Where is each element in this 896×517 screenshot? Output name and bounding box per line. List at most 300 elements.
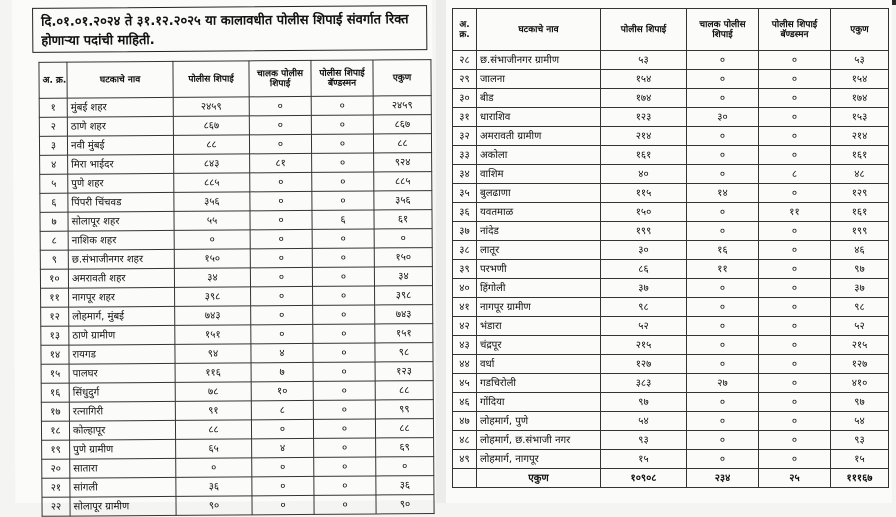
cell-bandsman: ०: [759, 317, 831, 336]
cell-total: १५४: [831, 70, 889, 89]
table-row: [453, 241, 889, 260]
cell-driver: ०: [687, 70, 759, 89]
cell-driver: ०: [687, 393, 759, 412]
cell-unit-name: लोहमार्ग, मुंबई: [69, 306, 175, 326]
cell-sr: ४: [40, 155, 68, 174]
cell-bandsman: ०: [759, 298, 831, 317]
cell-sr: ३०: [453, 89, 477, 108]
cell-police: ९७: [601, 393, 687, 412]
cell-bandsman: ०: [759, 450, 831, 469]
cell-bandsman: ०: [314, 476, 376, 495]
cell-unit-name: बुलढाणा: [477, 184, 601, 203]
cell-total: ८८: [373, 134, 431, 153]
cell-total: ९८: [375, 343, 433, 362]
cell-sr: ३२: [453, 127, 477, 146]
cell-unit-name: सिंधुदुर्ग: [69, 382, 175, 402]
cell-bandsman: ०: [313, 362, 375, 381]
cell-sr: ४३: [453, 336, 477, 355]
cell-sr: ३४: [453, 165, 477, 184]
cell-sr: २२: [42, 497, 70, 516]
cell-unit-name: बीड: [477, 89, 601, 108]
cell-police: ८८५: [174, 173, 250, 193]
cell-total: १५३: [831, 108, 889, 127]
table-row: [453, 412, 889, 431]
cell-bandsman: ०: [313, 400, 375, 419]
cell-bandsman: ६: [312, 210, 374, 229]
header-unit: घटकाचे नाव: [67, 61, 173, 98]
cell-driver: ०: [250, 229, 312, 248]
header-band: पोलीस शिपाई बॅण्डस्मन: [311, 60, 373, 96]
header-total: एकुण: [373, 60, 431, 96]
cell-bandsman: ०: [312, 191, 374, 210]
cell-driver: ०: [250, 248, 312, 267]
cell-driver: ०: [251, 305, 313, 324]
cell-total: ३७: [831, 279, 889, 298]
cell-police: १५०: [601, 203, 687, 222]
cell-bandsman: ०: [313, 343, 375, 362]
cell-sr: १: [39, 98, 67, 117]
cell-driver: ०: [687, 355, 759, 374]
cell-unit-name: हिंगोली: [477, 279, 601, 298]
cell-total: २४५९: [373, 96, 431, 115]
page-gap: [436, 0, 446, 503]
header-band: पोलीस शिपाई बॅण्डस्मन: [759, 9, 831, 51]
cell-unit-name: भंडारा: [477, 317, 601, 336]
cell-police: १२७: [601, 355, 687, 374]
cell-total: १६१: [831, 146, 889, 165]
cell-unit-name: पालघर: [69, 363, 175, 383]
cell-driver: ०: [687, 165, 759, 184]
total-label: एकुण: [477, 469, 601, 488]
cell-unit-name: अकोला: [477, 146, 601, 165]
cell-total: २१५: [831, 336, 889, 355]
cell-driver: ८१: [250, 153, 312, 172]
cell-police: ९०: [176, 496, 252, 516]
cell-police: ११५: [601, 184, 687, 203]
cell-sr: १६: [41, 383, 69, 402]
total-band: २५: [759, 469, 831, 488]
cell-bandsman: ०: [759, 279, 831, 298]
cell-unit-name: नागपूर ग्रामीण: [477, 298, 601, 317]
cell-driver: ३०: [687, 108, 759, 127]
table-row: [453, 222, 889, 241]
cell-unit-name: नागपूर शहर: [69, 287, 175, 307]
cell-unit-name: वर्धा: [477, 355, 601, 374]
table-row: [453, 336, 889, 355]
cell-police: ८८: [175, 420, 251, 440]
cell-police: ८४३: [174, 154, 250, 174]
cell-total: १२७: [831, 355, 889, 374]
cell-unit-name: धाराशिव: [477, 108, 601, 127]
table-row: [453, 374, 889, 393]
cell-sr: ४७: [453, 412, 477, 431]
document-title: दि.०१.०१.२०२४ ते ३१.१२.२०२५ या कालावधीत पोलीस शिपाई संवर्गात रिक्त होणाऱ्या पदांची माहिती.: [32, 5, 427, 53]
cell-total: ९७: [831, 393, 889, 412]
table-row: [453, 108, 889, 127]
cell-sr: १०: [40, 269, 68, 288]
cell-driver: ०: [687, 431, 759, 450]
cell-sr: २०: [42, 459, 70, 478]
cell-police: ३६: [176, 477, 252, 497]
cell-driver: ०: [252, 476, 314, 495]
header-sr: अ. क्र.: [39, 62, 67, 98]
cell-total: ७४३: [375, 305, 433, 324]
table-row: [453, 70, 889, 89]
header-total: एकुण: [831, 9, 889, 51]
table-row: [453, 355, 889, 374]
cell-driver: ०: [250, 267, 312, 286]
cell-driver: ०: [687, 51, 759, 70]
cell-sr: ३: [39, 136, 67, 155]
cell-unit-name: सातारा: [70, 458, 176, 478]
cell-driver: ०: [687, 222, 759, 241]
cell-total: १७४: [831, 89, 889, 108]
cell-police: ८६: [601, 260, 687, 279]
cell-police: ७८: [175, 382, 251, 402]
vacancy-table-right: [452, 8, 889, 488]
cell-unit-name: चंद्रपूर: [477, 336, 601, 355]
cell-total: ८८५: [374, 172, 432, 191]
table-row: [453, 127, 889, 146]
cell-driver: ०: [251, 286, 313, 305]
cell-unit-name: मुंबई शहर: [67, 97, 173, 117]
cell-total: ९३: [831, 431, 889, 450]
cell-police: २४५९: [173, 97, 249, 117]
cell-police: ८८: [173, 135, 249, 155]
cell-total: ३९८: [375, 286, 433, 305]
cell-sr: ४२: [453, 317, 477, 336]
cell-unit-name: नाशिक शहर: [68, 230, 174, 250]
cell-bandsman: ०: [759, 336, 831, 355]
cell-total: १२३: [375, 362, 433, 381]
cell-driver: ०: [687, 317, 759, 336]
cell-unit-name: नवी मुंबई: [67, 135, 173, 155]
cell-bandsman: ०: [759, 260, 831, 279]
cell-unit-name: रत्नागिरी: [69, 401, 175, 421]
table-row: [453, 184, 889, 203]
cell-total: १२९: [831, 184, 889, 203]
cell-bandsman: ०: [312, 172, 374, 191]
cell-unit-name: गोंदिया: [477, 393, 601, 412]
cell-sr: ८: [40, 231, 68, 250]
cell-driver: १०: [251, 381, 313, 400]
table-row: [42, 495, 434, 517]
cell-police: १६१: [601, 146, 687, 165]
cell-sr: ४५: [453, 374, 477, 393]
cell-bandsman: ०: [314, 457, 376, 476]
cell-driver: ०: [252, 457, 314, 476]
cell-police: ११६: [175, 363, 251, 383]
cell-total: ९७: [831, 260, 889, 279]
cell-sr: १९: [42, 440, 70, 459]
header-driver: चालक पोलीस शिपाई: [687, 9, 759, 51]
header-police: पोलीस शिपाई: [601, 9, 687, 51]
cell-police: ३७: [601, 279, 687, 298]
table-header-row: [453, 9, 889, 51]
cell-unit-name: सोलापूर ग्रामीण: [70, 496, 176, 516]
cell-sr: २८: [453, 51, 477, 70]
cell-unit-name: कोल्हापूर: [69, 420, 175, 440]
total-sum: १११६७: [831, 469, 889, 488]
cell-bandsman: ०: [311, 96, 373, 115]
total-police: १०९०८: [601, 469, 687, 488]
cell-total: ८८: [375, 419, 433, 438]
cell-total: ९९: [375, 400, 433, 419]
table-row: [453, 431, 889, 450]
cell-driver: ०: [250, 172, 312, 191]
cell-sr: ७: [40, 212, 68, 231]
cell-total: ५४: [831, 412, 889, 431]
cell-driver: ०: [249, 96, 311, 115]
cell-sr: ३७: [453, 222, 477, 241]
cell-driver: ०: [251, 419, 313, 438]
cell-total: ६१: [374, 210, 432, 229]
cell-total: ९०: [376, 495, 434, 514]
cell-sr: ३८: [453, 241, 477, 260]
cell-unit-name: पुणे ग्रामीण: [70, 439, 176, 459]
cell-bandsman: ०: [313, 381, 375, 400]
cell-bandsman: ०: [759, 241, 831, 260]
cell-sr: २१: [42, 478, 70, 497]
cell-driver: ०: [252, 495, 314, 514]
cell-bandsman: ०: [313, 324, 375, 343]
cell-bandsman: ०: [311, 115, 373, 134]
cell-total: १५१: [375, 324, 433, 343]
cell-bandsman: ०: [759, 431, 831, 450]
cell-total: ०: [374, 229, 432, 248]
cell-police: ८६७: [173, 116, 249, 136]
cell-bandsman: ०: [759, 51, 831, 70]
table-row: [453, 165, 889, 184]
cell-sr: १३: [41, 326, 69, 345]
cell-total: ०: [376, 457, 434, 476]
cell-sr: ४१: [453, 298, 477, 317]
cell-unit-name: ठाणे शहर: [67, 116, 173, 136]
cell-bandsman: ०: [314, 495, 376, 514]
cell-police: १५४: [601, 70, 687, 89]
cell-police: ०: [176, 458, 252, 478]
cell-sr: २९: [453, 70, 477, 89]
cell-driver: १६: [687, 241, 759, 260]
cell-sr: १२: [41, 307, 69, 326]
cell-police: ५४: [601, 412, 687, 431]
cell-police: ४०: [601, 165, 687, 184]
cell-driver: ०: [687, 146, 759, 165]
cell-bandsman: ८: [759, 165, 831, 184]
cell-unit-name: ठाणे ग्रामीण: [69, 325, 175, 345]
cell-driver: २७: [687, 374, 759, 393]
cell-police: ५२: [601, 317, 687, 336]
cell-unit-name: यवतमाळ: [477, 203, 601, 222]
cell-police: १५०: [174, 249, 250, 269]
cell-sr: १५: [41, 364, 69, 383]
cell-police: ३५६: [174, 192, 250, 212]
cell-sr: २: [39, 117, 67, 136]
cell-bandsman: ०: [759, 184, 831, 203]
cell-bandsman: ०: [313, 305, 375, 324]
cell-police: १७४: [601, 89, 687, 108]
cell-driver: ०: [687, 336, 759, 355]
table-row: [453, 279, 889, 298]
vacancy-table-left: [38, 59, 434, 517]
cell-driver: ०: [687, 298, 759, 317]
cell-bandsman: ०: [311, 134, 373, 153]
cell-sr: ४८: [453, 431, 477, 450]
cell-driver: ०: [687, 203, 759, 222]
cell-sr: ३५: [453, 184, 477, 203]
cell-total: ३४: [374, 267, 432, 286]
cell-sr: ४०: [453, 279, 477, 298]
table-row: [453, 450, 889, 469]
cell-bandsman: ०: [314, 438, 376, 457]
cell-unit-name: छ.संभाजीनगर ग्रामीण: [477, 51, 601, 70]
total-sr: [453, 469, 477, 488]
cell-total: ४१०: [831, 374, 889, 393]
cell-sr: ४४: [453, 355, 477, 374]
header-unit: घटकाचे नाव: [477, 9, 601, 51]
cell-police: ९३: [601, 431, 687, 450]
table-row: [453, 146, 889, 165]
table-row: [453, 203, 889, 222]
cell-police: ३९८: [175, 287, 251, 307]
cell-police: ५३: [601, 51, 687, 70]
cell-total: १५०: [374, 248, 432, 267]
cell-unit-name: जालना: [477, 70, 601, 89]
cell-total: ३६: [376, 476, 434, 495]
cell-bandsman: ०: [312, 248, 374, 267]
cell-total: १९९: [831, 222, 889, 241]
cell-unit-name: लोहमार्ग, नागपूर: [477, 450, 601, 469]
cell-unit-name: पुणे शहर: [68, 173, 174, 193]
cell-bandsman: ०: [759, 222, 831, 241]
cell-unit-name: अमरावती शहर: [68, 268, 174, 288]
cell-unit-name: अमरावती ग्रामीण: [477, 127, 601, 146]
cell-driver: ०: [249, 115, 311, 134]
table-row: [453, 298, 889, 317]
cell-bandsman: ०: [759, 374, 831, 393]
cell-bandsman: ०: [759, 146, 831, 165]
cell-unit-name: सांगली: [70, 477, 176, 497]
cell-sr: ३३: [453, 146, 477, 165]
cell-total: ६९: [376, 438, 434, 457]
cell-police: १९९: [601, 222, 687, 241]
cell-driver: ०: [687, 89, 759, 108]
cell-unit-name: मिरा भाईदर: [68, 154, 174, 174]
cell-total: ५२: [831, 317, 889, 336]
cell-unit-name: पिंपरी चिंचवड: [68, 192, 174, 212]
cell-bandsman: ०: [759, 127, 831, 146]
cell-bandsman: ०: [759, 89, 831, 108]
cell-police: ३४: [174, 268, 250, 288]
cell-police: ३०: [601, 241, 687, 260]
header-driver: चालक पोलीस शिपाई: [249, 60, 311, 96]
cell-police: ९८: [601, 298, 687, 317]
cell-sr: ११: [41, 288, 69, 307]
cell-sr: १८: [41, 421, 69, 440]
right-page: [446, 0, 892, 503]
table-row: [453, 89, 889, 108]
table-row: [453, 393, 889, 412]
cell-sr: ९: [40, 250, 68, 269]
cell-total: ८६७: [373, 115, 431, 134]
cell-bandsman: ०: [759, 412, 831, 431]
cell-unit-name: नांदेड: [477, 222, 601, 241]
cell-unit-name: छ.संभाजीनगर शहर: [68, 249, 174, 269]
cell-police: २१४: [601, 127, 687, 146]
cell-total: ९२४: [374, 153, 432, 172]
cell-police: ९१: [175, 401, 251, 421]
cell-sr: १४: [41, 345, 69, 364]
cell-total: ४८: [831, 165, 889, 184]
cell-driver: ०: [251, 324, 313, 343]
cell-police: ६५: [176, 439, 252, 459]
cell-total: २१४: [831, 127, 889, 146]
left-page: [12, 0, 436, 513]
cell-sr: ३१: [453, 108, 477, 127]
cell-police: १५: [601, 450, 687, 469]
cell-driver: ०: [250, 210, 312, 229]
table-row: [453, 317, 889, 336]
total-driver: २३४: [687, 469, 759, 488]
header-police: पोलीस शिपाई: [173, 61, 249, 98]
cell-police: ०: [174, 230, 250, 250]
cell-police: ५५: [174, 211, 250, 231]
table-row: [453, 51, 889, 70]
cell-sr: ३६: [453, 203, 477, 222]
cell-sr: ३९: [453, 260, 477, 279]
cell-bandsman: ०: [312, 153, 374, 172]
cell-bandsman: ०: [759, 108, 831, 127]
cell-total: ५३: [831, 51, 889, 70]
cell-driver: ४: [251, 343, 313, 362]
table-row: [453, 260, 889, 279]
cell-driver: ०: [687, 127, 759, 146]
table-header-row: [39, 60, 431, 99]
cell-driver: ८: [251, 400, 313, 419]
cell-total: १६१: [831, 203, 889, 222]
cell-sr: ४६: [453, 393, 477, 412]
header-sr: अ. क्र.: [453, 9, 477, 51]
cell-police: ७४३: [175, 306, 251, 326]
cell-bandsman: ०: [312, 229, 374, 248]
cell-driver: ०: [687, 412, 759, 431]
cell-unit-name: वाशिम: [477, 165, 601, 184]
cell-bandsman: ०: [759, 355, 831, 374]
cell-bandsman: ११: [759, 203, 831, 222]
cell-driver: ०: [687, 450, 759, 469]
cell-unit-name: रायगड: [69, 344, 175, 364]
cell-police: २१५: [601, 336, 687, 355]
cell-total: ४६: [831, 241, 889, 260]
cell-bandsman: ०: [759, 70, 831, 89]
total-row: [453, 469, 889, 488]
cell-total: ३५६: [374, 191, 432, 210]
cell-unit-name: परभणी: [477, 260, 601, 279]
cell-bandsman: ०: [313, 419, 375, 438]
cell-driver: ०: [687, 279, 759, 298]
cell-sr: १७: [41, 402, 69, 421]
cell-bandsman: ०: [313, 286, 375, 305]
cell-bandsman: ०: [312, 267, 374, 286]
cell-police: १२३: [601, 108, 687, 127]
cell-driver: ११: [687, 260, 759, 279]
cell-police: ३८३: [601, 374, 687, 393]
cell-sr: ४९: [453, 450, 477, 469]
cell-unit-name: लोहमार्ग, पुणे: [477, 412, 601, 431]
cell-police: ९४: [175, 344, 251, 364]
cell-sr: ६: [40, 193, 68, 212]
cell-driver: ७: [251, 362, 313, 381]
